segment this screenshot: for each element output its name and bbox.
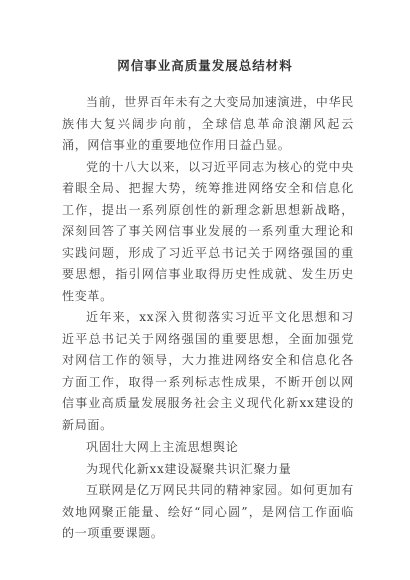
document-title: 网信事业高质量发展总结材料 <box>117 58 293 73</box>
paragraph-recent-years: 近年来，xx深入贯彻落实习近平文化思想和习近平总书记关于网络强国的重要思想，全面加强党对网信工作的领导，大力推进网络安全和信息化各方面工作，取得一系列标志性成果，不断开创以网信事业高质量发展服务社会主义现代化新xx建设的新局面。 <box>62 310 354 432</box>
document-body <box>62 92 354 545</box>
section-heading-2: 为现代化新xx建设凝聚共识汇聚力量 <box>86 462 292 476</box>
section-heading-1: 巩固壮大网上主流思想舆论 <box>86 440 239 454</box>
paragraph-party-congress: 党的十八大以来，以习近平同志为核心的党中央着眼全局、把握大势，统筹推进网络安全和信息化工作，提出一系列原创性的新理念新思想新战略，深刻回答了事关网信事业发展的一系列重大理论和实践问题，形成了习近平总书记关于网络强国的重要思想，指引网信事业取得历史性成就、发生历史性变革。 <box>62 159 354 303</box>
paragraph-intro: 当前，世界百年未有之大变局加速演进，中华民族伟大复兴阔步向前，全球信息革命浪潮风起云涌，网信事业的重要地位作用日益凸显。 <box>62 95 354 152</box>
paragraph-internet-home: 互联网是亿万网民共同的精神家园。如何更加有效地网聚正能量、绘好“同心圆”，是网信工作面临的一项重要课题。 <box>62 483 354 540</box>
